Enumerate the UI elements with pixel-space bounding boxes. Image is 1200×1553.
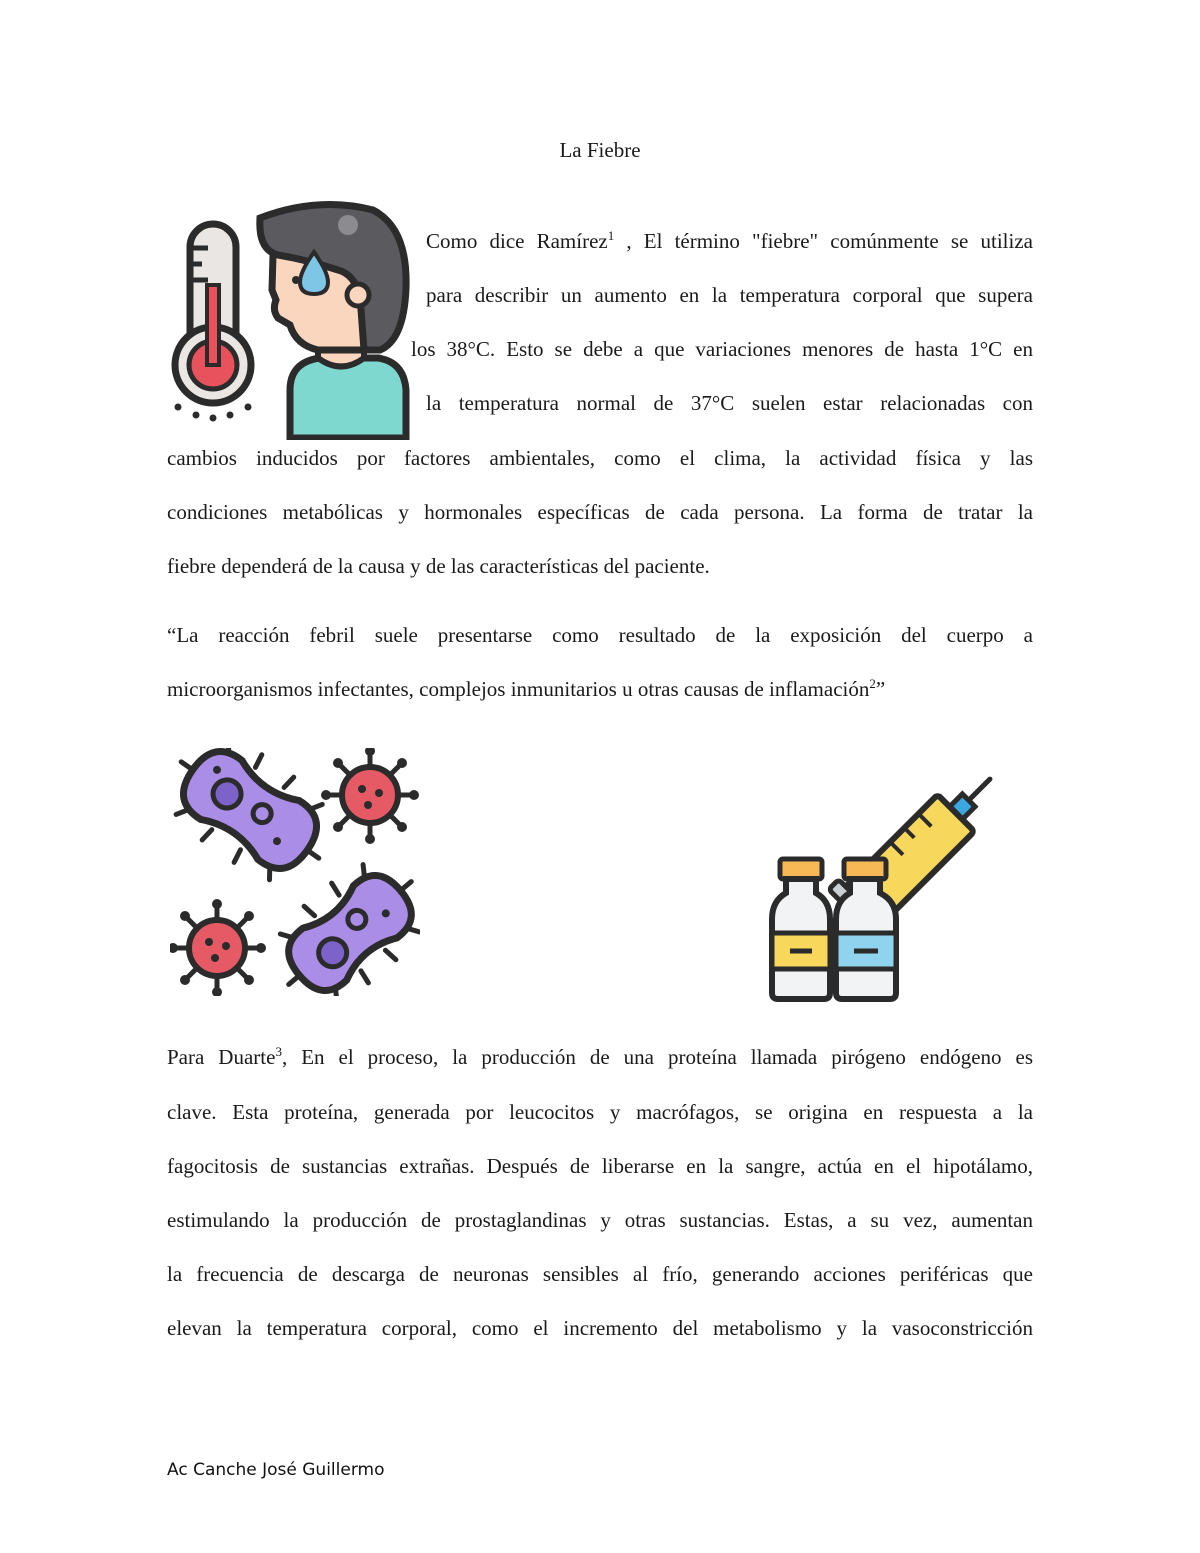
paragraph2-line-1: [167, 1045, 1033, 1070]
paragraph2-line-5: la frecuencia de descarga de neuronas sensibles al frío, generando acciones periféricas que: [167, 1262, 1033, 1286]
text-span: Como dice Ramírez: [426, 229, 608, 253]
paragraph2-line-3: fagocitosis de sustancias extrañas. Después de liberarse en la sangre, actúa en el hipotálamo,: [167, 1154, 1033, 1178]
text-span: ”: [875, 677, 886, 701]
paragraph1-line-7: fiebre dependerá de la causa y de las características del paciente.: [167, 554, 710, 578]
page-title: La Fiebre: [559, 138, 641, 162]
paragraph1-line-4: la temperatura normal de 37°C suelen estar relacionadas con: [426, 391, 1033, 415]
fever-thermometer-person-icon: [168, 200, 414, 440]
footnote-ref: 2: [869, 676, 876, 691]
text-span: , En el proceso, la producción de una proteína llamada pirógeno endógeno es: [281, 1045, 1034, 1069]
footnote-ref: 3: [275, 1044, 282, 1059]
paragraph1-line-1: [426, 229, 1033, 254]
footer-author: Ac Canche José Guillermo: [167, 1460, 385, 1480]
paragraph1-line-2: para describir un aumento en la temperatura corporal que supera: [426, 283, 1033, 307]
text-span: Para Duarte: [167, 1045, 276, 1069]
paragraph1-line-3: los 38°C. Esto se debe a que variaciones menores de hasta 1°C en: [411, 337, 1033, 361]
footnote-ref: 1: [607, 228, 615, 243]
quote-line-1: “La reacción febril suele presentarse como resultado de la exposición del cuerpo a: [167, 623, 1033, 647]
paragraph2-line-4: estimulando la producción de prostaglandinas y otras sustancias. Estas, a su vez, aumentan: [167, 1208, 1033, 1232]
quote-line-2: [167, 677, 885, 702]
paragraph2-line-6: elevan la temperatura corporal, como el incremento del metabolismo y la vasoconstricción: [167, 1316, 1033, 1340]
paragraph1-line-6: condiciones metabólicas y hormonales específicas de cada persona. La forma de tratar la: [167, 500, 1033, 524]
germs-virus-icon: [170, 748, 420, 996]
paragraph2-line-2: clave. Esta proteína, generada por leucocitos y macrófagos, se origina en respuesta a la: [167, 1100, 1033, 1124]
vaccine-syringe-vials-icon: [758, 743, 1020, 1005]
paragraph1-line-5: cambios inducidos por factores ambientales, como el clima, la actividad física y las: [167, 446, 1033, 470]
text-span: microorganismos infectantes, complejos inmunitarios u otras causas de inflamación: [167, 677, 870, 701]
text-span: , El término "fiebre" comúnmente se utiliza: [614, 229, 1033, 253]
